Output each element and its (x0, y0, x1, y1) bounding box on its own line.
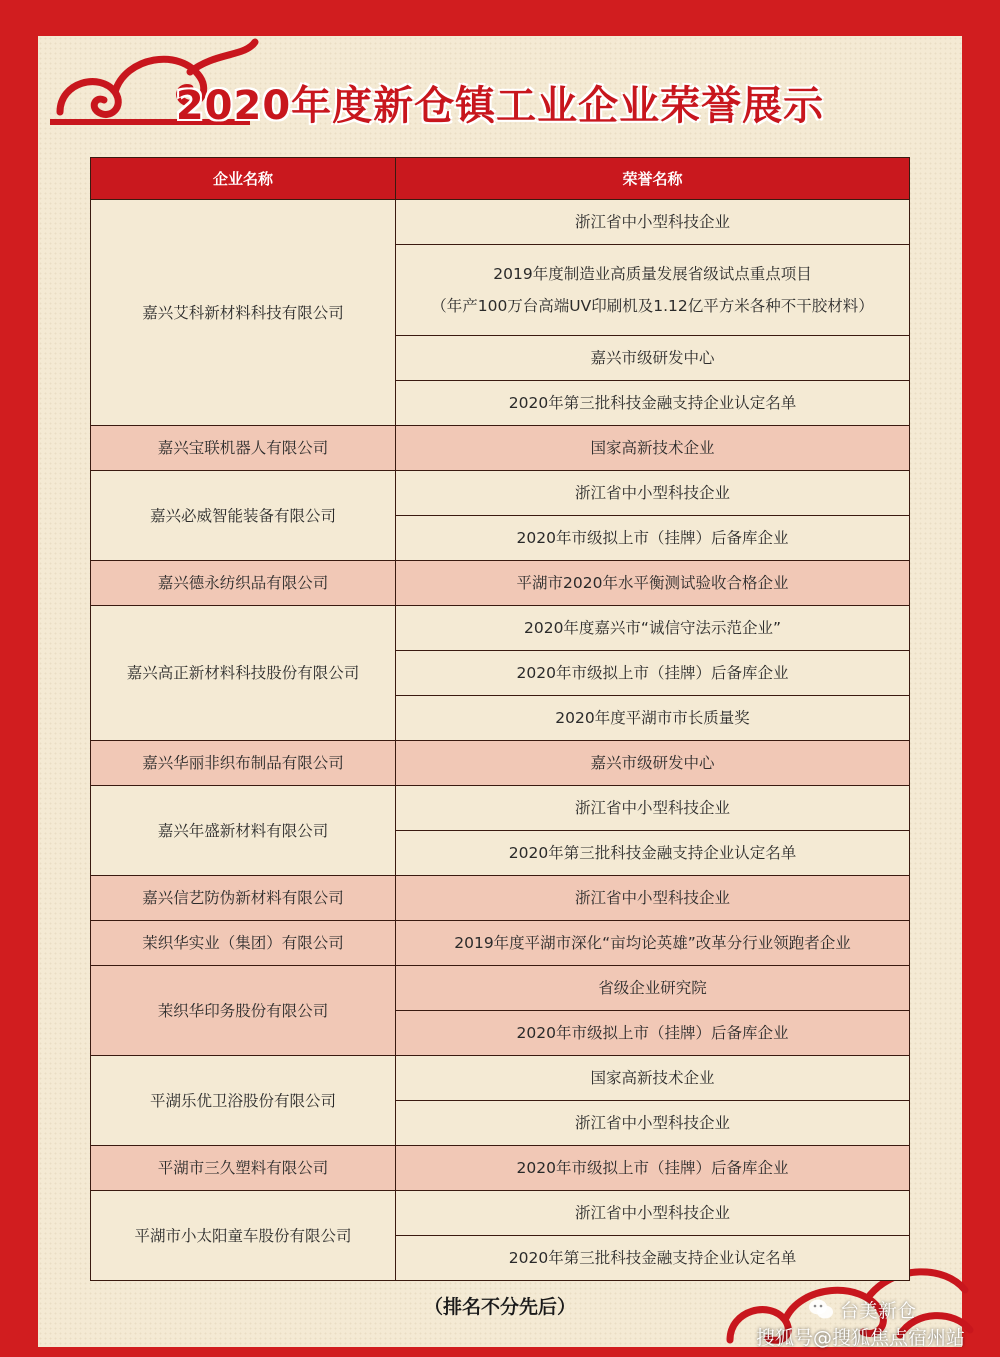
honor-name: 浙江省中小型科技企业 (395, 1190, 910, 1236)
honor-name: 浙江省中小型科技企业 (395, 199, 910, 245)
honor-name: 浙江省中小型科技企业 (395, 875, 910, 921)
honor-name: 2020年度平湖市市长质量奖 (395, 695, 910, 741)
company-name: 嘉兴华丽非织布制品有限公司 (90, 740, 396, 786)
honor-name: 2020年市级拟上市（挂牌）后备库企业 (395, 650, 910, 696)
company-name: 嘉兴德永纺织品有限公司 (90, 560, 396, 606)
honor-name: 2020年第三批科技金融支持企业认定名单 (395, 380, 910, 426)
honor-name: 2020年市级拟上市（挂牌）后备库企业 (395, 515, 910, 561)
company-name: 嘉兴艾科新材料科技有限公司 (90, 199, 396, 426)
honor-name: 2020年第三批科技金融支持企业认定名单 (395, 1235, 910, 1281)
honor-name: 浙江省中小型科技企业 (395, 470, 910, 516)
company-name: 嘉兴信艺防伪新材料有限公司 (90, 875, 396, 921)
honor-name: 嘉兴市级研发中心 (395, 740, 910, 786)
ranking-note: （排名不分先后） (423, 1296, 576, 1318)
company-name: 嘉兴必威智能装备有限公司 (90, 470, 396, 561)
honor-name (395, 244, 910, 336)
honor-name: 国家高新技术企业 (395, 425, 910, 471)
company-name: 平湖乐优卫浴股份有限公司 (90, 1055, 396, 1146)
company-name: 嘉兴年盛新材料有限公司 (90, 785, 396, 876)
wechat-icon (808, 1298, 834, 1320)
honor-name-line: （年产100万台高端UV印刷机及1.12亿平方米各种不干胶材料） (431, 297, 874, 315)
page-title: 2020年度新仓镇工业企业荣誉展示 (175, 83, 825, 129)
honor-name: 省级企业研究院 (395, 965, 910, 1011)
honor-name: 2020年第三批科技金融支持企业认定名单 (395, 830, 910, 876)
honor-name: 2020年市级拟上市（挂牌）后备库企业 (395, 1010, 910, 1056)
honor-name: 2020年市级拟上市（挂牌）后备库企业 (395, 1145, 910, 1191)
honor-name: 2020年度嘉兴市“诚信守法示范企业” (395, 605, 910, 651)
header-company: 企业名称 (90, 157, 396, 200)
honor-name: 嘉兴市级研发中心 (395, 335, 910, 381)
company-name: 茉织华印务股份有限公司 (90, 965, 396, 1056)
header-honor: 荣誉名称 (395, 157, 910, 200)
company-name: 茉织华实业（集团）有限公司 (90, 920, 396, 966)
company-name: 平湖市小太阳童车股份有限公司 (90, 1190, 396, 1281)
watermark-account: 台美新仓 (840, 1300, 917, 1322)
watermark-source: 搜狐号@搜狐焦点宿州站 (756, 1327, 966, 1349)
company-name: 平湖市三久塑料有限公司 (90, 1145, 396, 1191)
honor-name: 2019年度平湖市深化“亩均论英雄”改革分行业领跑者企业 (395, 920, 910, 966)
company-name: 嘉兴宝联机器人有限公司 (90, 425, 396, 471)
honor-name-line: 2019年度制造业高质量发展省级试点重点项目 (493, 265, 812, 283)
honor-name: 浙江省中小型科技企业 (395, 785, 910, 831)
honor-name: 平湖市2020年水平衡测试验收合格企业 (395, 560, 910, 606)
honor-name: 国家高新技术企业 (395, 1055, 910, 1101)
honor-name: 浙江省中小型科技企业 (395, 1100, 910, 1146)
honor-table (90, 157, 910, 1284)
company-name: 嘉兴高正新材料科技股份有限公司 (90, 605, 396, 741)
